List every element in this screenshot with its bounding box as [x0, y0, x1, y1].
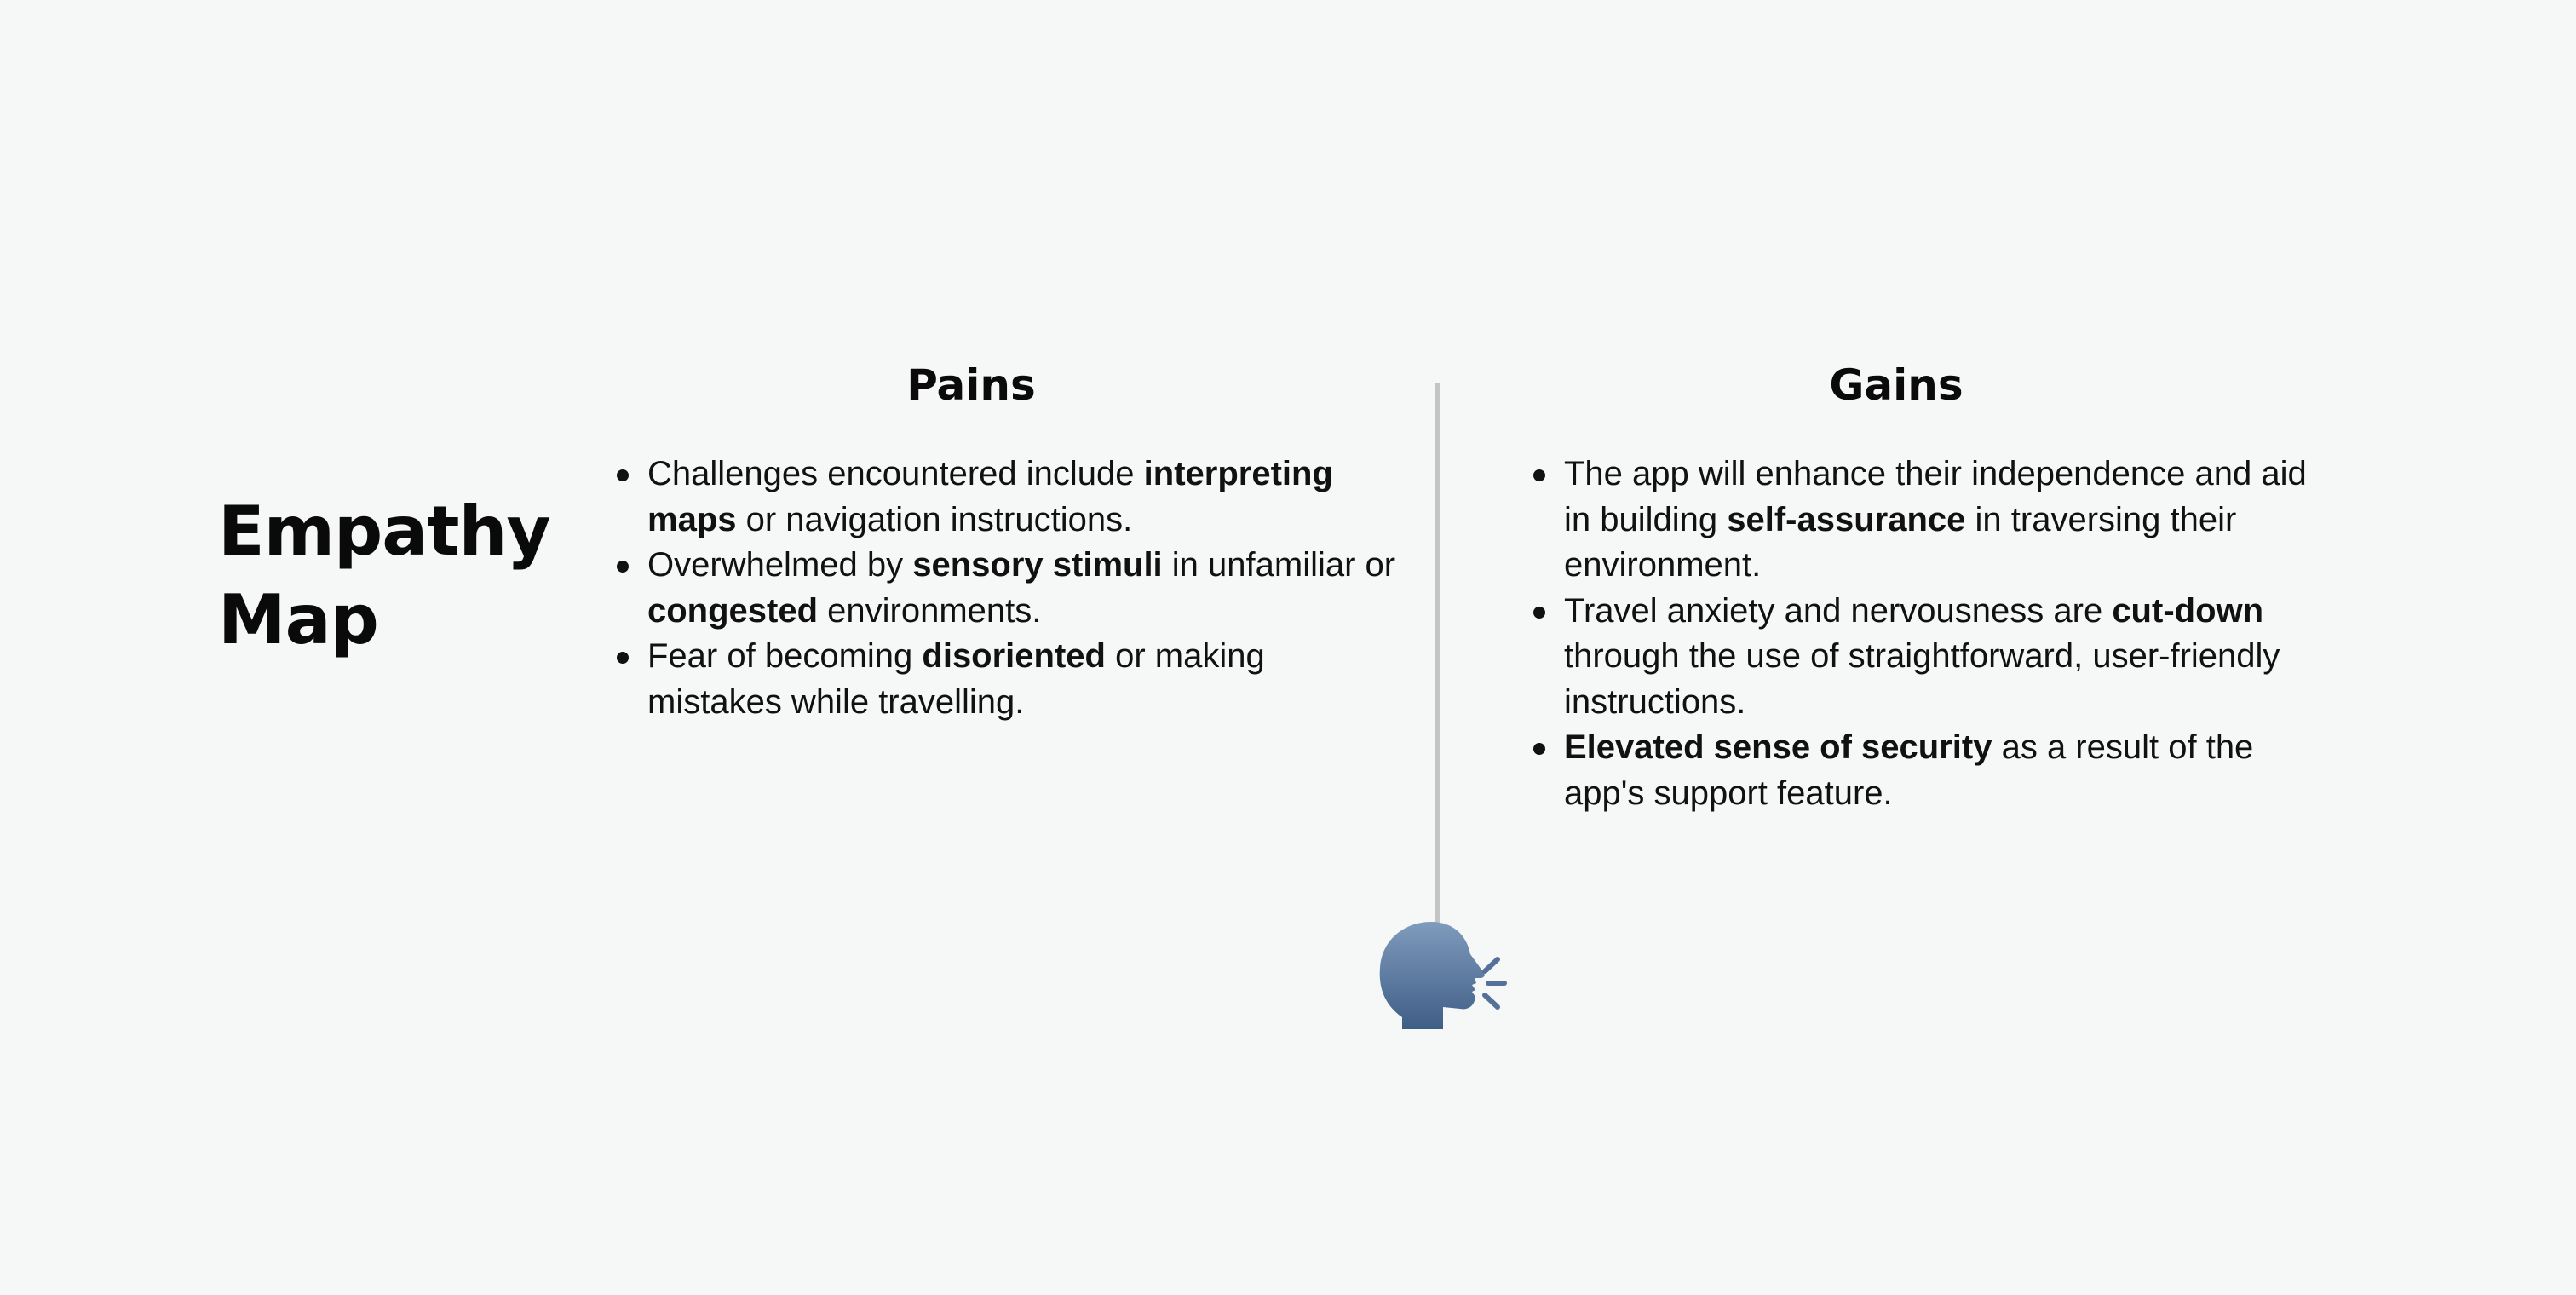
body-text: through the use of straightforward, user-friendly instructions.: [1564, 637, 2280, 721]
head-silhouette: [1380, 922, 1485, 1029]
emphasis-text: Elevated sense of security: [1564, 728, 1992, 766]
list-item: [1513, 452, 2314, 589]
emphasis-text: congested: [647, 591, 819, 630]
speech-line-top: [1485, 959, 1498, 971]
gains-list: [1513, 452, 2314, 816]
body-text: Fear of becoming: [647, 637, 923, 675]
body-text: as a result of the app's support feature.: [1564, 728, 2254, 812]
page-title-line-2: Map: [218, 580, 378, 659]
list-item: [596, 452, 1397, 543]
list-item: [596, 543, 1397, 634]
page-title-line-1: Empathy: [218, 492, 550, 571]
column-divider: [1435, 383, 1440, 929]
gains-column: [1513, 358, 2314, 816]
body-text: Overwhelmed by: [647, 546, 913, 584]
emphasis-text: disoriented: [922, 637, 1106, 675]
list-item: [596, 634, 1397, 725]
body-text: in traversing their environment.: [1564, 500, 2237, 584]
page-title: [218, 487, 550, 665]
pains-heading: Pains: [906, 360, 1036, 410]
body-text: or making mistakes while travelling.: [647, 637, 1265, 721]
emphasis-text: cut-down: [2112, 591, 2264, 630]
body-text: in unfamiliar or: [1162, 546, 1396, 584]
body-text: Challenges encountered include: [647, 455, 1144, 492]
body-text: The app will enhance their independence and aid in building: [1564, 455, 2307, 538]
emphasis-text: sensory stimuli: [912, 546, 1163, 584]
body-text: Travel anxiety and nervousness are: [1564, 591, 2113, 630]
speech-line-bottom: [1485, 995, 1498, 1007]
pains-column: [596, 358, 1397, 725]
emphasis-text: interpreting maps: [647, 455, 1333, 538]
pains-list: [596, 452, 1397, 725]
body-text: environments.: [818, 591, 1042, 630]
gains-heading: Gains: [1829, 360, 1964, 410]
body-text: or navigation instructions.: [736, 500, 1133, 538]
list-item: [1513, 725, 2314, 816]
emphasis-text: self-assurance: [1727, 500, 1966, 538]
speaking-head-icon: [1371, 917, 1508, 1036]
list-item: [1513, 589, 2314, 726]
